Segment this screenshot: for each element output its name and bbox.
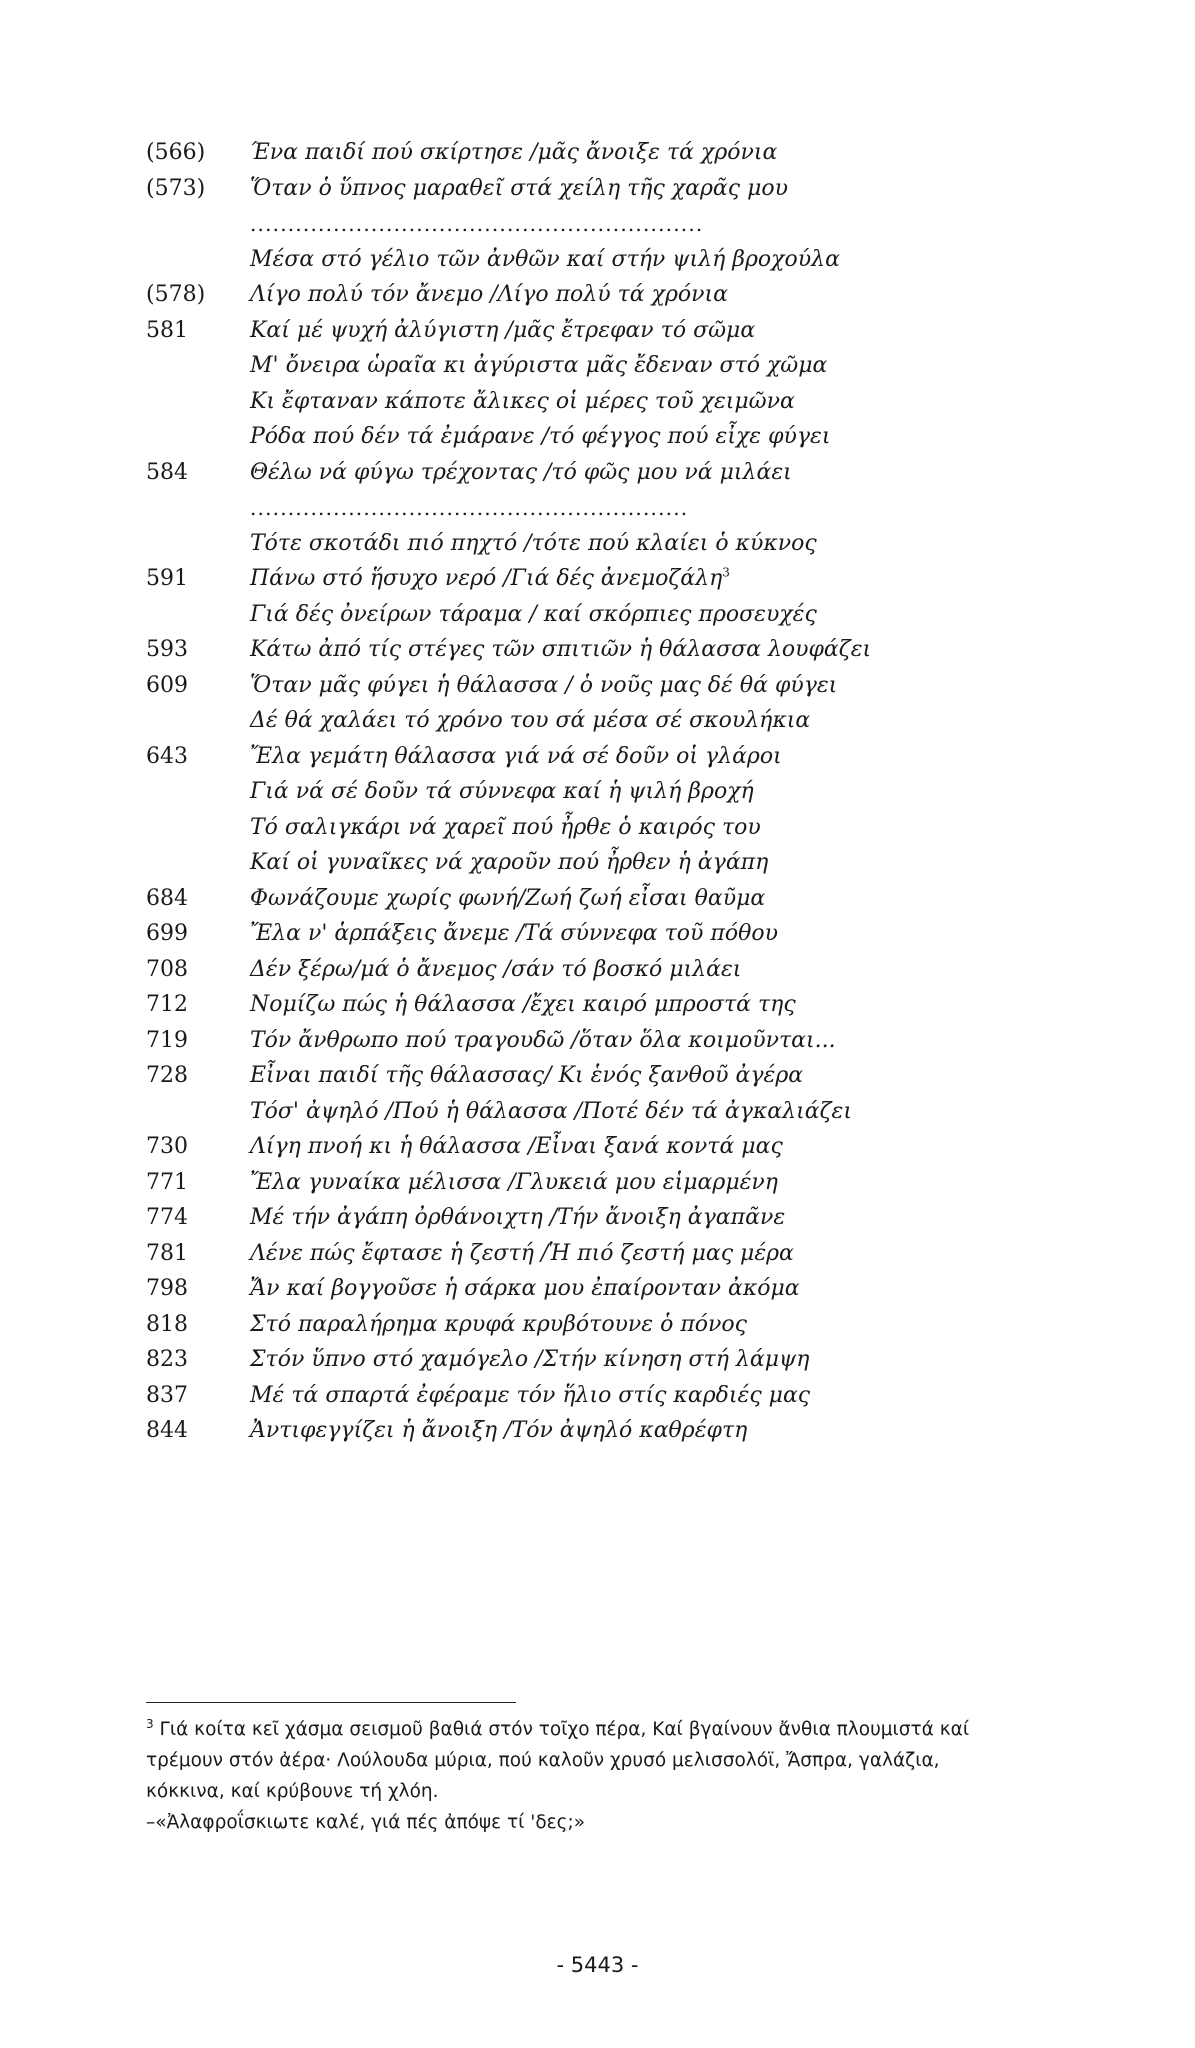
verse-text: Ὅταν μᾶς φύγει ἡ θάλασσα / ὁ νοῦς μας δέ θά φύγει [250,672,838,698]
verse-text: Γιά δές ὀνείρων τάραμα / καί σκόρπιες προσευχές [250,601,817,627]
ellipsis-row [0,493,1195,529]
verse-row [0,1097,1195,1133]
verse-number: 643 [146,743,188,769]
verse-row [0,1310,1195,1346]
verse-row [0,1203,1195,1239]
verse-text: Ἄν καί βογγοῦσε ἡ σάρκα μου ἐπαίρονταν ἀκόμα [250,1276,800,1301]
verse-text: Τόσ' ἀψηλό /Πού ἡ θάλασσα /Ποτέ δέν τά ἀγκαλιάζει [250,1098,852,1124]
verse-row [0,387,1195,423]
verse-text: Ἔλα γυναίκα μέλισσα /Γλυκειά μου εἱμαρμένη [250,1169,778,1195]
verse-text: Λίγη πνοή κι ἡ θάλασσα /Εἶναι ξανά κοντά μας [250,1134,783,1159]
verse-row [0,848,1195,884]
verse-row [0,884,1195,920]
footnote-marker: 3 [146,1716,154,1731]
verse-row [0,422,1195,458]
verse-text: Στό παραλήρημα κρυφά κρυβότουνε ὁ πόνος [250,1311,747,1337]
verse-row [0,245,1195,281]
verse-text: Ἀντιφεγγίζει ἡ ἄνοιξη /Τόν ἀψηλό καθρέφτη [250,1418,748,1443]
verse-text: Μέ τήν ἀγάπη ὀρθάνοιχτη /Τήν ἄνοιξη ἀγαπᾶνε [250,1205,786,1230]
verse-number: 728 [146,1063,188,1088]
verse-number: 591 [146,566,188,591]
verse-text-with-footnote [250,564,730,594]
verse-text: Τόν ἄνθρωπο πού τραγουδῶ /ὅταν ὅλα κοιμοῦνται... [250,1027,836,1053]
verse-text: Λίγο πολύ τόν ἄνεμο /Λίγο πολύ τά χρόνια [250,282,728,307]
verse-number: 719 [146,1027,188,1053]
verse-row [0,706,1195,742]
verse-text: Ἔλα γεμάτη θάλασσα γιά νά σέ δοῦν οἱ γλάροι [250,743,782,769]
verse-text: Πάνω στό ἥσυχο νερό /Γιά δές ἀνεμοζάλη [250,566,723,591]
verse-text: Ἔλα ν' ἁρπάξεις ἄνεμε /Τά σύννεφα τοῦ πόθου [250,921,778,946]
verse-text: Λένε πώς ἔφτασε ἡ ζεστή /Ἡ πιό ζεστή μας μέρα [250,1240,794,1266]
verse-row [0,1274,1195,1310]
verse-text: Κι ἔφταναν κάποτε ἄλικες οἱ μέρες τοῦ χειμῶνα [250,388,795,414]
footnote-line: τρέμουν στόν ἀέρα· Λούλουδα μύρια, πού καλοῦν χρυσό μελισσολόϊ, Ἄσπρα, γαλάζια, [146,1750,940,1771]
verse-row [0,1132,1195,1168]
verse-row [0,742,1195,778]
verse-number: 730 [146,1134,188,1159]
verse-row [0,280,1195,316]
verse-number: 708 [146,956,188,982]
verse-number: 818 [146,1311,188,1337]
verse-text: Ὅταν ὁ ὕπνος μαραθεῖ στά χείλη τῆς χαρᾶς μου [250,175,789,201]
verse-number: (578) [146,282,206,307]
footnote-reference[interactable]: 3 [722,565,730,580]
verse-text: Εἶναι παιδί τῆς θάλασσας/ Κι ἑνός ξανθοῦ ἀγέρα [250,1063,804,1088]
verse-text: Ρόδα πού δέν τά ἐμάρανε /τό φέγγος πού εἶχε φύγει [250,424,831,449]
ellipsis-row [0,209,1195,245]
verse-number: 774 [146,1205,188,1230]
verse-row [0,316,1195,352]
verse-row [0,174,1195,210]
verse-text: Γιά νά σέ δοῦν τά σύννεφα καί ἡ ψιλή βροχή [250,779,754,804]
verse-text: Θέλω νά φύγω τρέχοντας /τό φῶς μου νά μιλάει [250,459,792,485]
verse-text: Μέ τά σπαρτά ἐφέραμε τόν ἥλιο στίς καρδιές μας [250,1382,811,1408]
verse-row [0,564,1195,600]
footnote-line [146,1714,1106,1745]
verse-text: Καί μέ ψυχή ἀλύγιστη /μᾶς ἔτρεφαν τό σῶμα [250,317,756,343]
verse-row [0,990,1195,1026]
verse-row [0,919,1195,955]
verse-list [0,138,1195,1452]
verse-number: 837 [146,1382,188,1408]
verse-row [0,351,1195,387]
verse-row [0,1381,1195,1417]
verse-text: Στόν ὕπνο στό χαμόγελο /Στήν κίνηση στή λάμψη [250,1347,810,1372]
verse-row [0,813,1195,849]
ellipsis-dots: ............................................................ [250,212,704,236]
verse-text: Μέσα στό γέλιο τῶν ἀνθῶν καί στήν ψιλή βροχούλα [250,246,840,272]
verse-text: Καί οἱ γυναῖκες νά χαροῦν πού ἦρθεν ἡ ἀγάπη [250,850,769,875]
verse-number: 798 [146,1276,188,1301]
verse-number: 581 [146,317,188,343]
verse-row [0,529,1195,565]
verse-row [0,955,1195,991]
verse-row [0,777,1195,813]
verse-row [0,458,1195,494]
verse-row [0,671,1195,707]
verse-row [0,1416,1195,1452]
page-number: - 5443 - [556,1953,639,1977]
verse-text: Ένα παιδί πού σκίρτησε /μᾶς ἄνοιξε τά χρόνια [250,140,778,165]
verse-text: Δέν ξέρω/μά ὁ ἄνεμος /σάν τό βοσκό μιλάει [250,956,742,982]
verse-number: 844 [146,1418,188,1443]
ellipsis-dots: .......................................................... [250,496,689,520]
verse-row [0,635,1195,671]
verse-text: Μ' ὄνειρα ὡραῖα κι ἀγύριστα μᾶς ἔδεναν στό χῶμα [250,353,828,378]
verse-number: 609 [146,672,188,698]
footnote-divider [146,1702,516,1703]
verse-number: (566) [146,140,206,165]
verse-text: Τό σαλιγκάρι νά χαρεῖ πού ἦρθε ὁ καιρός του [250,814,761,840]
footnote-text: Γιά κοίτα κεῖ χάσμα σεισμοῦ βαθιά στόν τοῖχο πέρα, Καί βγαίνουν ἄνθια πλουμιστά καί [153,1719,970,1740]
verse-row [0,1345,1195,1381]
verse-row [0,1239,1195,1275]
verse-number: 584 [146,459,188,485]
verse-row [0,1168,1195,1204]
footnote [146,1714,1106,1838]
verse-text: Τότε σκοτάδι πιό πηχτό /τότε πού κλαίει ὁ κύκνος [250,530,817,556]
verse-number: 684 [146,885,188,911]
verse-text: Νομίζω πώς ἡ θάλασσα /ἔχει καιρό μπροστά της [250,992,796,1017]
footnote-line: κόκκινα, καί κρύβουνε τή χλόη. [146,1781,439,1802]
verse-text: Δέ θά χαλάει τό χρόνο του σά μέσα σέ σκουλήκια [250,708,811,733]
verse-row [0,1026,1195,1062]
verse-row [0,600,1195,636]
footnote-line: –«Ἀλαφροΐσκιωτε καλέ, γιά πές ἀπόψε τί 'δες;» [146,1812,586,1833]
verse-number: (573) [146,175,206,201]
verse-number: 593 [146,637,188,662]
verse-text: Φωνάζουμε χωρίς φωνή/Ζωή ζωή εἶσαι θαῦμα [250,885,766,911]
verse-text: Κάτω ἀπό τίς στέγες τῶν σπιτιῶν ἡ θάλασσα λουφάζει [250,637,872,662]
verse-number: 699 [146,921,188,946]
verse-number: 712 [146,992,188,1017]
verse-row [0,1061,1195,1097]
verse-row [0,138,1195,174]
verse-number: 823 [146,1347,188,1372]
verse-number: 771 [146,1169,188,1195]
verse-number: 781 [146,1240,188,1266]
